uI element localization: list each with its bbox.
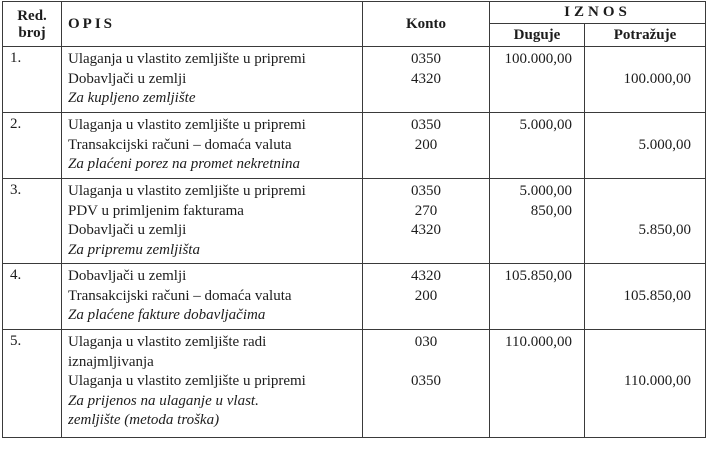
row-number: 1. — [3, 47, 62, 113]
opis-line: PDV u primljenim fakturama — [68, 202, 244, 219]
row-duguje — [490, 47, 585, 113]
duguje-value: 5.000,00 — [519, 117, 572, 133]
potrazuje-value: 100.000,00 — [623, 70, 691, 87]
row-duguje — [490, 179, 585, 264]
row-opis — [62, 113, 363, 179]
table-row — [3, 179, 706, 264]
opis-line: Ulaganja u vlastito zemljište radi — [68, 334, 267, 350]
header-red-broj — [3, 2, 62, 47]
opis-note: Za prijenos na ulaganje u vlast. — [68, 392, 259, 409]
potrazuje-value: 110.000,00 — [624, 373, 691, 389]
row-konto — [363, 179, 490, 264]
opis-line: Dobavljači u zemlji — [68, 70, 187, 87]
konto-value: 030 — [414, 334, 438, 350]
row-opis — [62, 47, 363, 113]
row-potrazuje — [585, 179, 706, 264]
opis-line: iznajmljivanja — [68, 353, 154, 370]
konto-value: 0350 — [411, 183, 441, 199]
row-konto — [363, 264, 490, 330]
opis-line: Transakcijski računi – domaća valuta — [68, 287, 292, 304]
opis-note: Za kupljeno zemljište — [68, 90, 196, 106]
opis-line: Ulaganja u vlastito zemljište u pripremi — [68, 117, 306, 133]
row-duguje — [490, 264, 585, 330]
journal-table — [2, 1, 706, 438]
row-duguje — [490, 113, 585, 179]
row-opis — [62, 330, 363, 438]
duguje-value: 110.000,00 — [505, 334, 572, 350]
header-red-broj-line1: Red. — [17, 7, 47, 24]
konto-value: 4320 — [411, 70, 441, 87]
row-duguje — [490, 330, 585, 438]
opis-note: Za pripremu zemljišta — [68, 241, 200, 258]
row-konto — [363, 47, 490, 113]
opis-line: Ulaganja u vlastito zemljište u pripremi — [68, 373, 306, 389]
opis-line: Ulaganja u vlastito zemljište u pripremi — [68, 183, 306, 199]
duguje-value: 100.000,00 — [504, 51, 572, 67]
duguje-value: 105.850,00 — [504, 268, 572, 284]
row-potrazuje — [585, 47, 706, 113]
opis-note: zemljište (metoda troška) — [68, 412, 220, 428]
table-row — [3, 113, 706, 179]
header-konto: Konto — [363, 2, 490, 47]
row-number: 4. — [3, 264, 62, 330]
konto-value: 200 — [414, 136, 438, 153]
konto-value: 4320 — [411, 222, 441, 238]
row-opis — [62, 179, 363, 264]
duguje-value: 5.000,00 — [519, 183, 572, 199]
header-opis: OPIS — [62, 2, 363, 47]
konto-value: 0350 — [411, 373, 441, 389]
potrazuje-value: 105.850,00 — [623, 287, 691, 304]
row-number: 3. — [3, 179, 62, 264]
konto-value: 0350 — [411, 51, 441, 67]
opis-line: Dobavljači u zemlji — [68, 268, 187, 284]
header-duguje: Duguje — [490, 24, 585, 47]
table-row — [3, 330, 706, 438]
row-potrazuje — [585, 330, 706, 438]
row-potrazuje — [585, 264, 706, 330]
opis-note: Za plaćeni porez na promet nekretnina — [68, 156, 301, 172]
konto-value: 270 — [414, 202, 438, 219]
row-number: 5. — [3, 330, 62, 438]
opis-line: Dobavljači u zemlji — [68, 222, 187, 238]
row-number: 2. — [3, 113, 62, 179]
row-konto — [363, 113, 490, 179]
opis-line: Ulaganja u vlastito zemljište u pripremi — [68, 51, 306, 67]
header-iznos: IZNOS — [490, 2, 706, 24]
potrazuje-value: 5.000,00 — [638, 136, 691, 153]
row-konto — [363, 330, 490, 438]
konto-value: 0350 — [411, 117, 441, 133]
header-potrazuje: Potražuje — [585, 24, 706, 47]
table-row — [3, 264, 706, 330]
header-red-broj-line2: broj — [18, 24, 46, 41]
duguje-value: 850,00 — [530, 202, 572, 219]
opis-line: Transakcijski računi – domaća valuta — [68, 136, 292, 153]
row-opis — [62, 264, 363, 330]
konto-value: 200 — [414, 287, 438, 304]
row-potrazuje — [585, 113, 706, 179]
potrazuje-value: 5.850,00 — [638, 222, 691, 238]
opis-note: Za plaćene fakture dobavljačima — [68, 307, 266, 323]
table-row — [3, 47, 706, 113]
konto-value: 4320 — [411, 268, 441, 284]
